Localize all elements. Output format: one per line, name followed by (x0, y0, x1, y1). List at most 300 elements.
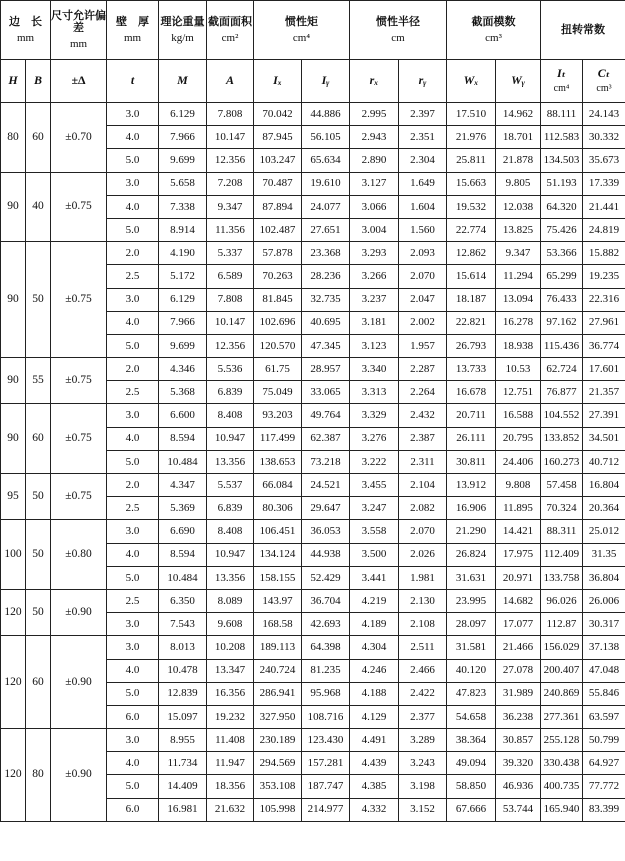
table-cell: 133.852 (541, 427, 583, 450)
sym-Ix: Iₓ (254, 60, 302, 103)
table-cell: 2.002 (399, 311, 447, 334)
table-cell: 32.735 (302, 288, 350, 311)
header-row-symbols (1, 60, 625, 103)
table-cell: 57.458 (541, 474, 583, 497)
table-cell: 7.338 (159, 195, 207, 218)
table-cell: 88.311 (541, 520, 583, 543)
table-cell: 2.387 (399, 427, 447, 450)
cell-tolerance: ±0.75 (51, 474, 107, 520)
table-cell: 40.712 (583, 450, 625, 473)
table-cell: 17.975 (496, 543, 541, 566)
table-cell: 96.026 (541, 589, 583, 612)
table-cell: 17.510 (447, 103, 496, 126)
table-cell: 75.049 (254, 381, 302, 404)
table-cell: 3.222 (350, 450, 399, 473)
sym-Wx: Wₓ (447, 60, 496, 103)
table-cell: 5.0 (107, 775, 159, 798)
table-cell: 6.0 (107, 705, 159, 728)
cell-B: 60 (26, 404, 51, 474)
table-cell: 10.484 (159, 450, 207, 473)
table-cell: 44.886 (302, 103, 350, 126)
table-cell: 11.895 (496, 497, 541, 520)
table-cell: 28.957 (302, 358, 350, 381)
table-cell: 2.287 (399, 358, 447, 381)
table-cell: 10.147 (207, 311, 254, 334)
table-cell: 2.466 (399, 659, 447, 682)
cell-tolerance: ±0.80 (51, 520, 107, 590)
table-row (1, 636, 625, 659)
sym-tol: ±Δ (51, 60, 107, 103)
table-cell: 73.218 (302, 450, 350, 473)
table-cell: 3.0 (107, 103, 159, 126)
cell-B: 50 (26, 474, 51, 520)
table-cell: 3.127 (350, 172, 399, 195)
table-cell: 9.608 (207, 613, 254, 636)
table-row (1, 729, 625, 752)
table-cell: 2.047 (399, 288, 447, 311)
table-cell: 15.663 (447, 172, 496, 195)
cell-tolerance: ±0.75 (51, 358, 107, 404)
table-cell: 8.408 (207, 404, 254, 427)
table-cell: 5.658 (159, 172, 207, 195)
table-cell: 3.198 (399, 775, 447, 798)
table-cell: 3.0 (107, 613, 159, 636)
table-cell: 18.938 (496, 334, 541, 357)
table-cell: 3.004 (350, 218, 399, 241)
table-cell: 7.543 (159, 613, 207, 636)
sym-B: B (26, 60, 51, 103)
table-cell: 10.208 (207, 636, 254, 659)
table-cell: 1.560 (399, 218, 447, 241)
table-cell: 19.232 (207, 705, 254, 728)
table-cell: 23.368 (302, 242, 350, 265)
table-cell: 21.632 (207, 798, 254, 821)
table-cell: 187.747 (302, 775, 350, 798)
table-cell: 16.678 (447, 381, 496, 404)
table-cell: 40.120 (447, 659, 496, 682)
table-cell: 14.409 (159, 775, 207, 798)
table-row (1, 474, 625, 497)
table-cell: 5.0 (107, 334, 159, 357)
table-cell: 4.0 (107, 311, 159, 334)
table-cell: 28.097 (447, 613, 496, 636)
table-cell: 5.0 (107, 218, 159, 241)
table-cell: 294.569 (254, 752, 302, 775)
table-cell: 20.795 (496, 427, 541, 450)
cell-B: 40 (26, 172, 51, 242)
table-cell: 2.070 (399, 265, 447, 288)
table-cell: 21.357 (583, 381, 625, 404)
table-cell: 5.0 (107, 682, 159, 705)
table-cell: 2.995 (350, 103, 399, 126)
table-cell: 36.704 (302, 589, 350, 612)
header-tolerance: 尺寸允许偏差 mm (51, 1, 107, 60)
table-cell: 2.5 (107, 497, 159, 520)
table-cell: 4.190 (159, 242, 207, 265)
table-cell: 200.407 (541, 659, 583, 682)
table-cell: 16.278 (496, 311, 541, 334)
table-cell: 12.356 (207, 149, 254, 172)
table-cell: 51.193 (541, 172, 583, 195)
table-cell: 9.808 (496, 474, 541, 497)
table-cell: 53.744 (496, 798, 541, 821)
sym-Wy: Wᵧ (496, 60, 541, 103)
table-cell: 5.537 (207, 474, 254, 497)
table-cell: 49.094 (447, 752, 496, 775)
table-row (1, 172, 625, 195)
table-cell: 2.304 (399, 149, 447, 172)
table-cell: 22.316 (583, 288, 625, 311)
table-cell: 25.811 (447, 149, 496, 172)
table-cell: 4.332 (350, 798, 399, 821)
table-cell: 47.048 (583, 659, 625, 682)
cell-B: 60 (26, 636, 51, 729)
table-cell: 3.500 (350, 543, 399, 566)
table-cell: 8.594 (159, 427, 207, 450)
table-cell: 34.501 (583, 427, 625, 450)
header-torsion: 扭转常数 (541, 1, 625, 60)
table-cell: 40.695 (302, 311, 350, 334)
table-cell: 31.631 (447, 566, 496, 589)
cell-H: 80 (1, 103, 26, 173)
table-cell: 21.466 (496, 636, 541, 659)
table-cell: 120.570 (254, 334, 302, 357)
table-cell: 117.499 (254, 427, 302, 450)
table-cell: 10.147 (207, 126, 254, 149)
table-cell: 134.503 (541, 149, 583, 172)
table-cell: 4.439 (350, 752, 399, 775)
table-cell: 4.246 (350, 659, 399, 682)
table-cell: 64.398 (302, 636, 350, 659)
cell-B: 55 (26, 358, 51, 404)
table-cell: 240.869 (541, 682, 583, 705)
table-cell: 87.894 (254, 195, 302, 218)
table-cell: 61.75 (254, 358, 302, 381)
table-cell: 5.172 (159, 265, 207, 288)
table-cell: 16.588 (496, 404, 541, 427)
sym-M: M (159, 60, 207, 103)
cell-B: 50 (26, 242, 51, 358)
header-inertia: 惯性矩 cm⁴ (254, 1, 350, 60)
sym-A: A (207, 60, 254, 103)
table-cell: 112.409 (541, 543, 583, 566)
sym-rx: rₓ (350, 60, 399, 103)
cell-H: 100 (1, 520, 26, 590)
header-radius: 惯性半径 cm (350, 1, 447, 60)
sym-Iy: Iᵧ (302, 60, 350, 103)
table-cell: 66.084 (254, 474, 302, 497)
table-cell: 88.111 (541, 103, 583, 126)
table-cell: 10.947 (207, 427, 254, 450)
sym-ry: rᵧ (399, 60, 447, 103)
table-cell: 138.653 (254, 450, 302, 473)
table-cell: 13.825 (496, 218, 541, 241)
table-cell: 277.361 (541, 705, 583, 728)
table-cell: 36.774 (583, 334, 625, 357)
table-cell: 3.455 (350, 474, 399, 497)
table-cell: 65.299 (541, 265, 583, 288)
table-row (1, 520, 625, 543)
table-cell: 2.5 (107, 381, 159, 404)
table-cell: 10.947 (207, 543, 254, 566)
table-cell: 168.58 (254, 613, 302, 636)
header-area: 截面面积 cm² (207, 1, 254, 60)
table-cell: 2.082 (399, 497, 447, 520)
table-cell: 400.735 (541, 775, 583, 798)
table-cell: 52.429 (302, 566, 350, 589)
table-cell: 2.108 (399, 613, 447, 636)
cell-B: 50 (26, 520, 51, 590)
cell-H: 90 (1, 358, 26, 404)
table-cell: 64.927 (583, 752, 625, 775)
cell-H: 120 (1, 589, 26, 635)
table-cell: 7.966 (159, 311, 207, 334)
cell-tolerance: ±0.90 (51, 729, 107, 822)
table-cell: 123.430 (302, 729, 350, 752)
table-cell: 11.947 (207, 752, 254, 775)
table-cell: 2.432 (399, 404, 447, 427)
table-cell: 1.981 (399, 566, 447, 589)
table-cell: 4.491 (350, 729, 399, 752)
table-cell: 158.155 (254, 566, 302, 589)
table-cell: 112.583 (541, 126, 583, 149)
table-cell: 18.356 (207, 775, 254, 798)
table-cell: 21.878 (496, 149, 541, 172)
table-cell: 3.0 (107, 172, 159, 195)
table-cell: 13.733 (447, 358, 496, 381)
table-cell: 5.368 (159, 381, 207, 404)
table-cell: 330.438 (541, 752, 583, 775)
table-cell: 15.614 (447, 265, 496, 288)
cell-H: 120 (1, 729, 26, 822)
table-cell: 4.0 (107, 659, 159, 682)
table-cell: 18.187 (447, 288, 496, 311)
table-cell: 28.236 (302, 265, 350, 288)
table-cell: 105.998 (254, 798, 302, 821)
table-cell: 2.026 (399, 543, 447, 566)
table-cell: 134.124 (254, 543, 302, 566)
table-cell: 2.311 (399, 450, 447, 473)
sym-t: t (107, 60, 159, 103)
table-cell: 26.111 (447, 427, 496, 450)
table-cell: 2.890 (350, 149, 399, 172)
table-cell: 37.138 (583, 636, 625, 659)
table-cell: 27.391 (583, 404, 625, 427)
table-cell: 56.105 (302, 126, 350, 149)
table-cell: 3.0 (107, 288, 159, 311)
table-cell: 49.764 (302, 404, 350, 427)
table-cell: 62.724 (541, 358, 583, 381)
table-cell: 5.369 (159, 497, 207, 520)
table-cell: 6.350 (159, 589, 207, 612)
table-cell: 12.038 (496, 195, 541, 218)
table-cell: 27.078 (496, 659, 541, 682)
table-cell: 8.013 (159, 636, 207, 659)
table-cell: 76.877 (541, 381, 583, 404)
table-cell: 7.208 (207, 172, 254, 195)
table-cell: 24.406 (496, 450, 541, 473)
table-cell: 30.317 (583, 613, 625, 636)
cell-H: 120 (1, 636, 26, 729)
table-cell: 55.846 (583, 682, 625, 705)
table-cell: 22.774 (447, 218, 496, 241)
table-cell: 93.203 (254, 404, 302, 427)
cell-B: 80 (26, 729, 51, 822)
table-cell: 8.594 (159, 543, 207, 566)
table-cell: 21.976 (447, 126, 496, 149)
table-cell: 3.123 (350, 334, 399, 357)
table-cell: 7.966 (159, 126, 207, 149)
header-row-labels (1, 1, 625, 60)
table-cell: 70.487 (254, 172, 302, 195)
table-cell: 8.914 (159, 218, 207, 241)
table-cell: 53.366 (541, 242, 583, 265)
table-cell: 57.878 (254, 242, 302, 265)
table-cell: 25.012 (583, 520, 625, 543)
table-cell: 3.558 (350, 520, 399, 543)
table-cell: 21.441 (583, 195, 625, 218)
sym-Ct: Cₜ cm³ (583, 60, 625, 103)
table-cell: 3.266 (350, 265, 399, 288)
cell-H: 90 (1, 172, 26, 242)
table-cell: 4.0 (107, 752, 159, 775)
table-cell: 3.243 (399, 752, 447, 775)
table-cell: 5.0 (107, 450, 159, 473)
table-cell: 21.290 (447, 520, 496, 543)
table-cell: 70.263 (254, 265, 302, 288)
table-cell: 2.093 (399, 242, 447, 265)
table-cell: 3.293 (350, 242, 399, 265)
table-cell: 30.857 (496, 729, 541, 752)
table-cell: 16.906 (447, 497, 496, 520)
table-cell: 9.699 (159, 334, 207, 357)
table-cell: 77.772 (583, 775, 625, 798)
table-cell: 6.0 (107, 798, 159, 821)
table-cell: 6.129 (159, 103, 207, 126)
table-body (1, 103, 625, 822)
table-cell: 9.347 (207, 195, 254, 218)
table-cell: 156.029 (541, 636, 583, 659)
table-cell: 115.436 (541, 334, 583, 357)
table-cell: 11.734 (159, 752, 207, 775)
table-cell: 50.799 (583, 729, 625, 752)
table-cell: 83.399 (583, 798, 625, 821)
table-cell: 13.356 (207, 566, 254, 589)
table-cell: 81.235 (302, 659, 350, 682)
table-cell: 3.0 (107, 636, 159, 659)
table-cell: 14.421 (496, 520, 541, 543)
table-cell: 33.065 (302, 381, 350, 404)
table-cell: 7.808 (207, 103, 254, 126)
table-cell: 6.129 (159, 288, 207, 311)
table-cell: 327.950 (254, 705, 302, 728)
table-cell: 10.484 (159, 566, 207, 589)
table-cell: 95.968 (302, 682, 350, 705)
table-cell: 26.824 (447, 543, 496, 566)
table-cell: 112.87 (541, 613, 583, 636)
table-cell: 103.247 (254, 149, 302, 172)
table-cell: 3.0 (107, 729, 159, 752)
table-cell: 6.839 (207, 381, 254, 404)
table-cell: 13.094 (496, 288, 541, 311)
table-cell: 18.701 (496, 126, 541, 149)
table-cell: 36.804 (583, 566, 625, 589)
table-cell: 160.273 (541, 450, 583, 473)
cell-tolerance: ±0.75 (51, 172, 107, 242)
table-cell: 108.716 (302, 705, 350, 728)
table-cell: 12.839 (159, 682, 207, 705)
table-cell: 58.850 (447, 775, 496, 798)
cell-tolerance: ±0.70 (51, 103, 107, 173)
table-cell: 36.053 (302, 520, 350, 543)
header-wall-thickness: 壁 厚 mm (107, 1, 159, 60)
table-cell: 3.066 (350, 195, 399, 218)
table-cell: 17.077 (496, 613, 541, 636)
table-cell: 6.600 (159, 404, 207, 427)
table-cell: 157.281 (302, 752, 350, 775)
table-cell: 4.188 (350, 682, 399, 705)
table-cell: 353.108 (254, 775, 302, 798)
header-weight: 理论重量 kg/m (159, 1, 207, 60)
table-cell: 2.0 (107, 358, 159, 381)
table-cell: 3.0 (107, 404, 159, 427)
sym-H: H (1, 60, 26, 103)
table-cell: 64.320 (541, 195, 583, 218)
table-cell: 54.658 (447, 705, 496, 728)
table-cell: 3.289 (399, 729, 447, 752)
table-cell: 80.306 (254, 497, 302, 520)
table-cell: 70.324 (541, 497, 583, 520)
table-cell: 11.408 (207, 729, 254, 752)
table-cell: 3.329 (350, 404, 399, 427)
table-cell: 24.819 (583, 218, 625, 241)
table-cell: 5.536 (207, 358, 254, 381)
cell-tolerance: ±0.75 (51, 242, 107, 358)
table-cell: 3.237 (350, 288, 399, 311)
table-cell: 23.995 (447, 589, 496, 612)
table-cell: 4.346 (159, 358, 207, 381)
table-cell: 1.957 (399, 334, 447, 357)
cell-B: 60 (26, 103, 51, 173)
table-cell: 2.070 (399, 520, 447, 543)
table-cell: 13.356 (207, 450, 254, 473)
table-cell: 4.0 (107, 543, 159, 566)
table-cell: 4.347 (159, 474, 207, 497)
header-modulus: 截面模数 cm³ (447, 1, 541, 60)
table-cell: 16.356 (207, 682, 254, 705)
table-cell: 9.699 (159, 149, 207, 172)
table-cell: 47.345 (302, 334, 350, 357)
table-cell: 31.35 (583, 543, 625, 566)
table-cell: 27.651 (302, 218, 350, 241)
table-cell: 15.097 (159, 705, 207, 728)
table-cell: 19.610 (302, 172, 350, 195)
table-cell: 81.845 (254, 288, 302, 311)
cell-H: 90 (1, 404, 26, 474)
table-cell: 11.294 (496, 265, 541, 288)
table-cell: 106.451 (254, 520, 302, 543)
table-cell: 16.804 (583, 474, 625, 497)
table-cell: 3.152 (399, 798, 447, 821)
table-cell: 27.961 (583, 311, 625, 334)
cell-H: 95 (1, 474, 26, 520)
table-cell: 13.347 (207, 659, 254, 682)
table-cell: 3.247 (350, 497, 399, 520)
table-cell: 6.839 (207, 497, 254, 520)
table-cell: 30.811 (447, 450, 496, 473)
cell-tolerance: ±0.90 (51, 589, 107, 635)
table-cell: 2.0 (107, 474, 159, 497)
